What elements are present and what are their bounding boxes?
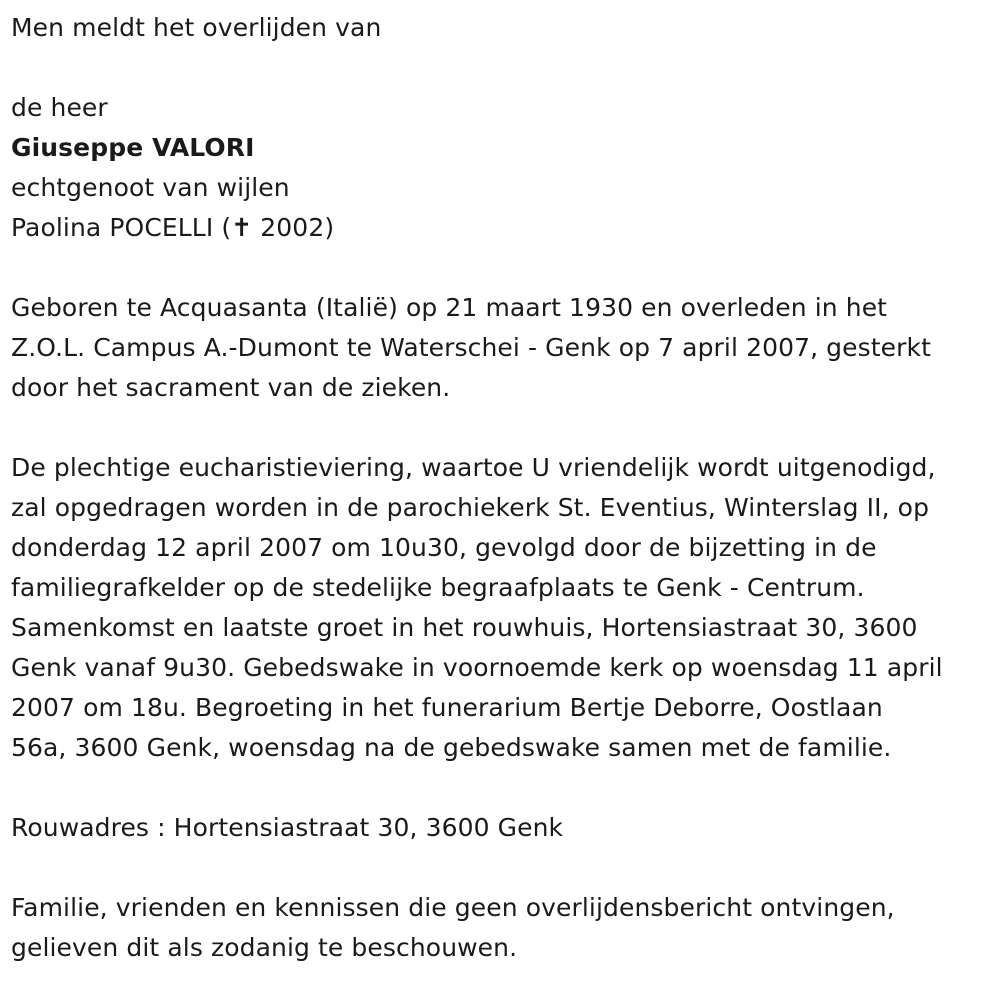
paragraph-line: donderdag 12 april 2007 om 10u30, gevolgd door de bijzetting in de [11, 533, 877, 562]
honorific: de heer [11, 93, 108, 122]
relation-text: echtgenoot van wijlen [11, 173, 290, 202]
paragraph-line: Geboren te Acquasanta (Italië) op 21 maart 1930 en overleden in het [11, 293, 888, 322]
spacer [11, 408, 990, 448]
closing-paragraph [11, 888, 990, 968]
intro-text: Men meldt het overlijden van [11, 13, 382, 42]
spacer [11, 248, 990, 288]
deceased-name: Giuseppe VALORI [11, 133, 255, 162]
paragraph-line: zal opgedragen worden in de parochiekerk St. Eventius, Winterslag II, op [11, 493, 930, 522]
paragraph-line: De plechtige eucharistieviering, waartoe U vriendelijk wordt uitgenodigd, [11, 453, 936, 482]
paragraph-line: Familie, vrienden en kennissen die geen overlijdensbericht ontvingen, [11, 893, 895, 922]
paragraph-line: gelieven dit als zodanig te beschouwen. [11, 933, 518, 962]
spouse-name: Paolina POCELLI (✝ 2002) [11, 213, 335, 242]
paragraph-line: Samenkomst en laatste groet in het rouwhuis, Hortensiastraat 30, 3600 [11, 613, 918, 642]
spacer [11, 48, 990, 88]
paragraph-line: familiegrafkelder op de stedelijke begraafplaats te Genk - Centrum. [11, 573, 865, 602]
paragraph-line: door het sacrament van de zieken. [11, 373, 451, 402]
spacer [11, 768, 990, 808]
funeral-paragraph [11, 448, 990, 768]
paragraph-line: Genk vanaf 9u30. Gebedswake in voornoemde kerk op woensdag 11 april [11, 653, 943, 682]
paragraph-line: Z.O.L. Campus A.-Dumont te Waterschei - Genk op 7 april 2007, gesterkt [11, 333, 931, 362]
paragraph-line: 56a, 3600 Genk, woensdag na de gebedswake samen met de familie. [11, 733, 892, 762]
birth-death-paragraph [11, 288, 990, 408]
mourning-address: Rouwadres : Hortensiastraat 30, 3600 Genk [11, 813, 564, 842]
spacer [11, 848, 990, 888]
paragraph-line: 2007 om 18u. Begroeting in het funerarium Bertje Deborre, Oostlaan [11, 693, 883, 722]
